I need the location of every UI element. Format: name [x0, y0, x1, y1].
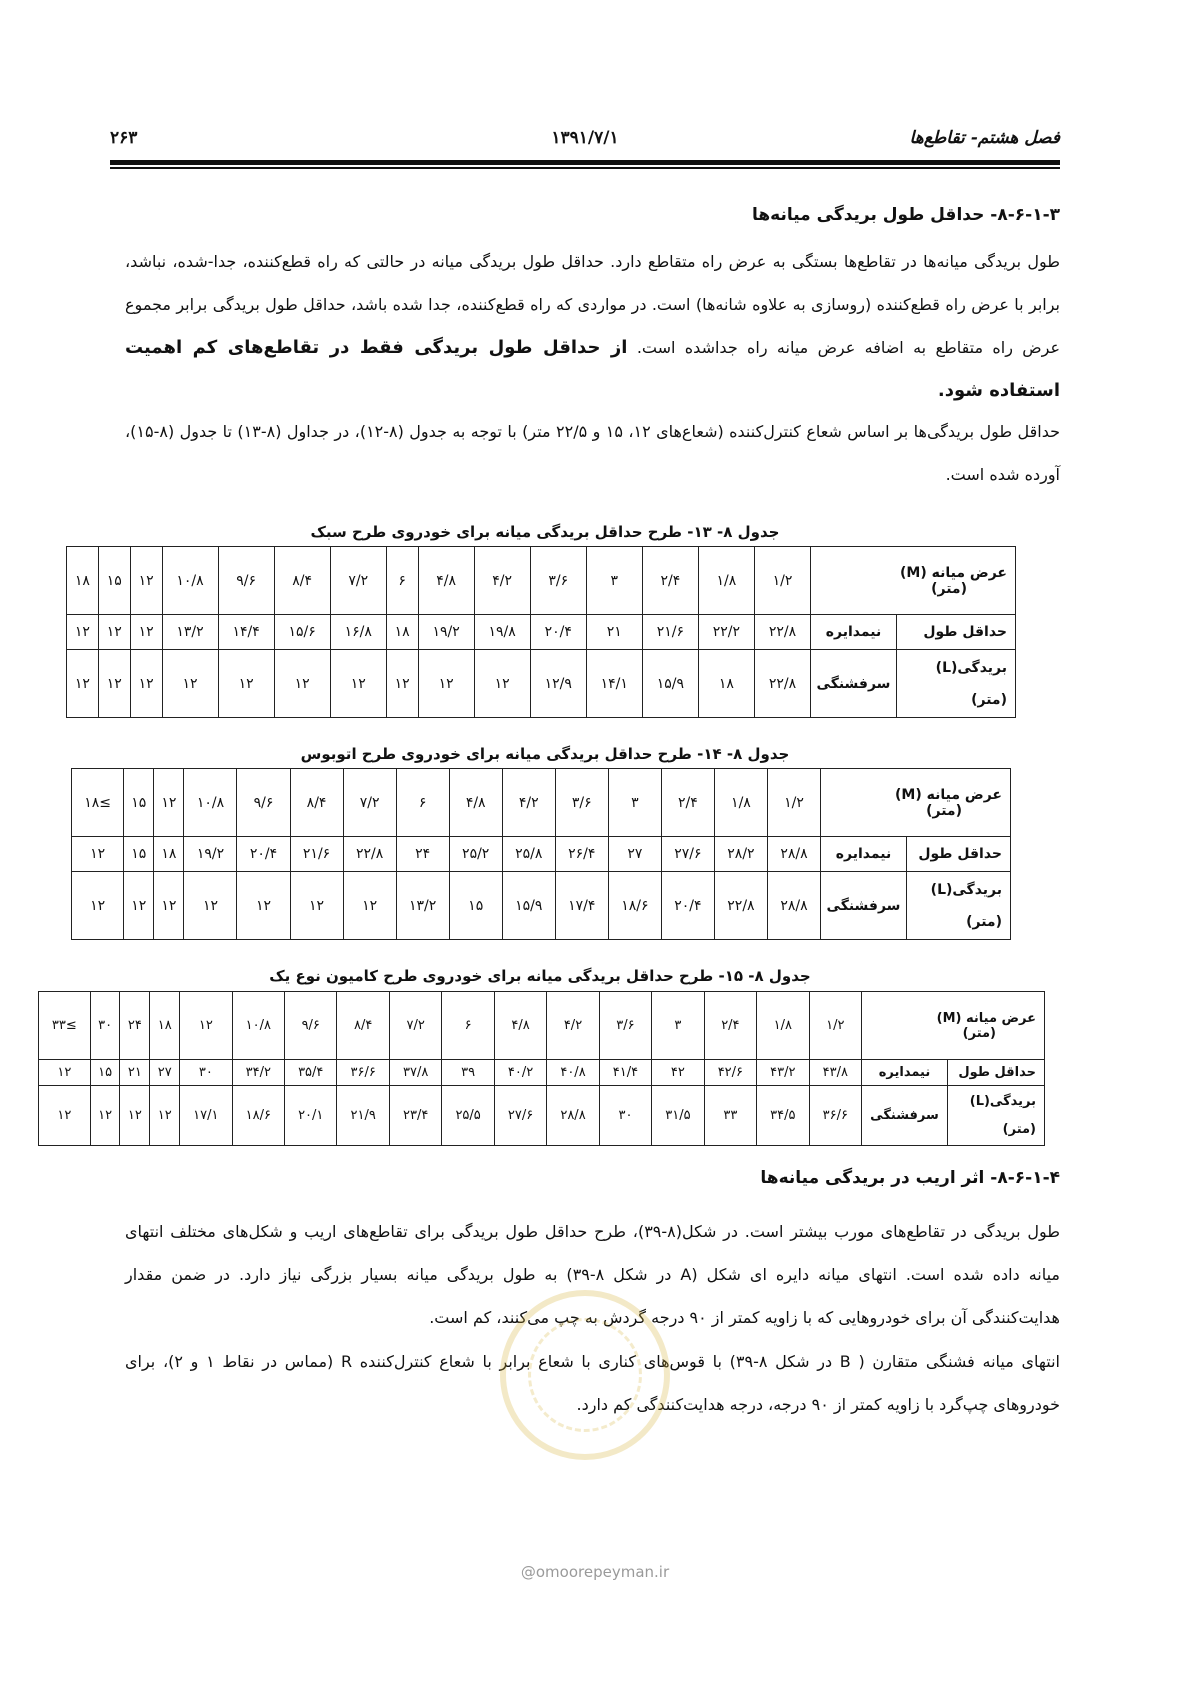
table2-semicircle-cell: ۲۸/۸: [767, 837, 820, 872]
table2-bullet-cell: ۲۸/۸: [767, 872, 820, 940]
min-length-label: حداقل طول: [907, 837, 1011, 872]
min-length-label: حداقل طول: [897, 615, 1016, 650]
table2-semicircle-cell: ۲۵/۲: [449, 837, 502, 872]
table2-semicircle-cell: ۲۲/۸: [343, 837, 396, 872]
table2-bullet-cell: ۱۲: [124, 872, 154, 940]
table1-bullet-cell: ۱۲: [67, 650, 99, 718]
watermark-site: @omoorepeyman.ir: [520, 1563, 670, 1581]
table2-bullet-cell: ۱۲: [184, 872, 237, 940]
table1-semicircle-cell: ۱۲: [67, 615, 99, 650]
table3-widths-cell: ۳: [652, 992, 704, 1060]
table3-widths-cell: ۸/۴: [337, 992, 389, 1060]
table2-widths-cell: ۲/۴: [661, 769, 714, 837]
table1-bullet-cell: ۱۲: [418, 650, 474, 718]
table3-semicircle-cell: ۴۰/۲: [494, 1060, 546, 1086]
table3-bullet-cell: ۳۰: [599, 1086, 651, 1146]
section-heading-2: ۸-۶-۱-۴- اثر اریب در بریدگی میانه‌ها: [760, 1168, 1060, 1188]
section1-paragraph-2: حداقل طول بریدگی‌ها بر اساس شعاع کنترل‌کننده (شعاع‌های ۱۲، ۱۵ و ۲۲/۵ متر) با توجه به جدول (۸-۱۲)، در جداول (۸-۱۳) تا جدول (۸-۱۵)، آورده شده است.: [125, 422, 1061, 484]
table3-widths-cell: ۱/۸: [757, 992, 809, 1060]
table2-semicircle-cell: ۲۴: [396, 837, 449, 872]
table2-bullet-cell: ۲۰/۴: [661, 872, 714, 940]
table3-widths-cell: ۱۰/۸: [232, 992, 284, 1060]
table1-semicircle-cell: ۱۶/۸: [330, 615, 386, 650]
width-label-cell: [821, 769, 1011, 837]
table3-widths-cell: ۶: [442, 992, 494, 1060]
width-unit: (متر): [931, 580, 967, 597]
table3-widths-cell: ۱/۲: [809, 992, 861, 1060]
table1-widths-cell: ۱۵: [98, 547, 130, 615]
table1-row-width: [67, 547, 1016, 615]
table2-semicircle-cell: ۱۵: [124, 837, 154, 872]
table1-widths-cell: ۴/۸: [418, 547, 474, 615]
table3-semicircle-cell: ۴۳/۲: [757, 1060, 809, 1086]
table3-semicircle-cell: ۴۱/۴: [599, 1060, 651, 1086]
table1-semicircle-cell: ۱۵/۶: [274, 615, 330, 650]
table3-bullet-cell: ۲۵/۵: [442, 1086, 494, 1146]
page-header: [110, 128, 1060, 152]
header-date: ۱۳۹۱/۷/۱: [551, 128, 619, 148]
table3-semicircle-cell: ۳۷/۸: [389, 1060, 441, 1086]
length-unit-label: [897, 650, 1016, 718]
table3-bullet-cell: ۲۰/۱: [285, 1086, 337, 1146]
header-rule-thin: [110, 167, 1060, 169]
table1-semicircle-cell: ۲۱/۶: [642, 615, 698, 650]
table1-widths-cell: ۱۸: [67, 547, 99, 615]
table3-semicircle-cell: ۴۲/۶: [704, 1060, 756, 1086]
table3-semicircle-cell: ۳۵/۴: [285, 1060, 337, 1086]
table1-widths-cell: ۱/۲: [754, 547, 810, 615]
page-number: ۲۶۳: [110, 128, 138, 148]
table2-bullet-cell: ۱۳/۲: [396, 872, 449, 940]
width-label: عرض میانه (M): [900, 564, 1007, 581]
cut-length-label: بریدگی(L): [930, 881, 1002, 898]
width-label: عرض میانه (M): [936, 1010, 1036, 1026]
table3-row-semicircle: [39, 1060, 1045, 1086]
table1-bullet-cell: ۱۵/۹: [642, 650, 698, 718]
table2-widths-cell: ۱۵: [124, 769, 154, 837]
table2-widths-cell: ۳/۶: [555, 769, 608, 837]
table1-row-bullet: [67, 650, 1016, 718]
table3-row-bullet: [39, 1086, 1045, 1146]
length-unit-label: [907, 872, 1011, 940]
table1-bullet-cell: ۱۲/۹: [530, 650, 586, 718]
table2-semicircle-cell: ۲۱/۶: [290, 837, 343, 872]
table2-bullet-cell: ۱۵/۹: [502, 872, 555, 940]
table3-widths-cell: ۳۰: [90, 992, 120, 1060]
table1-bullet-cell: ۱۲: [330, 650, 386, 718]
unit-label: (متر): [966, 913, 1002, 930]
section2-paragraph-1: طول بریدگی در تقاطع‌های مورب بیشتر است. در شکل(۸-۳۹)، طرح حداقل طول بریدگی برای تقاطع‌های اریب و شکل‌های مختلف انتهای میانه داده شده است. انتهای میانه دایره ای شکل (A در شکل ۸-۳۹) به طول بریدگی میانه بسیار بزرگی نیاز دارد. در ضمن مقدار هدایت‌کنندگی آن برای خودروهایی که با زاویه کمتر از ۹۰ درجه گردش به چپ می‌کنند، کم است.: [125, 1222, 1061, 1327]
table2-row-semicircle: [72, 837, 1011, 872]
table3-caption: جدول ۸- ۱۵- طرح حداقل بریدگی میانه برای خودروی طرح کامیون نوع یک: [269, 967, 811, 985]
table1-semicircle-cell: ۱۴/۴: [218, 615, 274, 650]
min-length-label: حداقل طول: [948, 1060, 1045, 1086]
table1-semicircle-cell: ۱۹/۲: [418, 615, 474, 650]
table2-semicircle-cell: ۲۰/۴: [237, 837, 290, 872]
table1-widths-cell: ۳/۶: [530, 547, 586, 615]
table1-bullet-cell: ۱۲: [98, 650, 130, 718]
table2-caption: جدول ۸- ۱۴- طرح حداقل بریدگی میانه برای خودروی طرح اتوبوس: [300, 745, 790, 763]
table1-semicircle-cell: ۲۲/۸: [754, 615, 810, 650]
table3-widths-cell: ۹/۶: [285, 992, 337, 1060]
table2-row-width: [72, 769, 1011, 837]
table3-semicircle-cell: ۴۳/۸: [809, 1060, 861, 1086]
table2-bullet-cell: ۱۲: [343, 872, 396, 940]
table3-widths-cell: ۷/۲: [389, 992, 441, 1060]
table2-bullet-cell: ۱۸/۶: [608, 872, 661, 940]
table3-bullet-cell: ۳۶/۶: [809, 1086, 861, 1146]
table3: [38, 991, 1045, 1146]
section1-paragraph-1-text: طول بریدگی میانه‌ها در تقاطع‌ها بستگی به عرض راه متقاطع دارد. حداقل طول بریدگی میانه در حالتی که راه قطع‌کننده، جدا-شده، نباشد، برابر با عرض راه قطع‌کننده (روسازی به علاوه شانه‌ها) است. در مواردی که راه قطع‌کننده، جدا شده باشد، حداقل طول بریدگی برابر مجموع عرض راه متقاطع به اضافه عرض میانه راه جداشده است.: [125, 252, 1061, 357]
width-label: عرض میانه (M): [895, 786, 1002, 803]
semicircle-label: نیمدایره: [821, 837, 907, 872]
section-heading-1: ۸-۶-۱-۳- حداقل طول بریدگی میانه‌ها: [752, 205, 1060, 225]
unit-label: (متر): [1002, 1121, 1036, 1137]
table3-bullet-cell: ۲۸/۸: [547, 1086, 599, 1146]
table2-widths-cell: ۱۲: [154, 769, 184, 837]
chapter-title: فصل هشتم- تقاطع‌ها: [909, 128, 1060, 148]
table1-row-semicircle: [67, 615, 1016, 650]
table1-bullet-cell: ۱۲: [386, 650, 418, 718]
table1-semicircle-cell: ۱۲: [130, 615, 162, 650]
table2-widths-cell: ≥۱۸: [72, 769, 124, 837]
table3-bullet-cell: ۳۳: [704, 1086, 756, 1146]
cut-length-label: بریدگی(L): [969, 1093, 1036, 1109]
watermark-seal-icon: [500, 1290, 670, 1460]
table3-widths-cell: ≥۳۳: [39, 992, 91, 1060]
table3-row-width: [39, 992, 1045, 1060]
bullet-label: سرفشنگی: [821, 872, 907, 940]
table2-widths-cell: ۱/۲: [767, 769, 820, 837]
table1-widths-cell: ۷/۲: [330, 547, 386, 615]
table3-bullet-cell: ۱۷/۱: [180, 1086, 232, 1146]
bullet-label: سرفشنگی: [811, 650, 897, 718]
table2: [71, 768, 1011, 940]
table3-semicircle-cell: ۳۶/۶: [337, 1060, 389, 1086]
table2-widths-cell: ۴/۲: [502, 769, 555, 837]
table3-widths-cell: ۲/۴: [704, 992, 756, 1060]
section1-paragraph-1: [125, 240, 1060, 412]
table2-bullet-cell: ۱۲: [290, 872, 343, 940]
table2-bullet-cell: ۱۷/۴: [555, 872, 608, 940]
unit-label: (متر): [971, 691, 1007, 708]
table1-widths-cell: ۸/۴: [274, 547, 330, 615]
table3-bullet-cell: ۲۷/۶: [494, 1086, 546, 1146]
width-unit: (متر): [926, 802, 962, 819]
table3-widths-cell: ۴/۲: [547, 992, 599, 1060]
table1-widths-cell: ۶: [386, 547, 418, 615]
table3-bullet-cell: ۱۲: [90, 1086, 120, 1146]
width-unit: (متر): [962, 1025, 996, 1041]
table3-bullet-cell: ۳۴/۵: [757, 1086, 809, 1146]
table1-widths-cell: ۱/۸: [698, 547, 754, 615]
cut-length-label: بریدگی(L): [935, 659, 1007, 676]
table1-widths-cell: ۱۲: [130, 547, 162, 615]
table3-widths-cell: ۲۴: [120, 992, 150, 1060]
table2-widths-cell: ۷/۲: [343, 769, 396, 837]
table2-widths-cell: ۹/۶: [237, 769, 290, 837]
table1-bullet-cell: ۱۲: [274, 650, 330, 718]
table3-bullet-cell: ۳۱/۵: [652, 1086, 704, 1146]
table2-bullet-cell: ۱۲: [154, 872, 184, 940]
section2-paragraph-2: انتهای میانه فشنگی متقارن ( B در شکل ۸-۳۹) با قوس‌های کناری با شعاع برابر با شعاع کنترل‌کننده R (مماس در نقاط ۱ و ۲)، برای خودروهای چپ‌گرد با زاویه کمتر از ۹۰ درجه، درجه هدایت‌کنندگی کم دارد.: [125, 1352, 1061, 1414]
table2-semicircle-cell: ۱۲: [72, 837, 124, 872]
width-label-cell: [862, 992, 1045, 1060]
semicircle-label: نیمدایره: [811, 615, 897, 650]
table3-semicircle-cell: ۳۰: [180, 1060, 232, 1086]
table2-semicircle-cell: ۲۸/۲: [714, 837, 767, 872]
table1-bullet-cell: ۱۲: [162, 650, 218, 718]
table1-semicircle-cell: ۱۲: [98, 615, 130, 650]
table1-widths-cell: ۱۰/۸: [162, 547, 218, 615]
table2-bullet-cell: ۱۲: [237, 872, 290, 940]
table1-bullet-cell: ۲۲/۸: [754, 650, 810, 718]
table2-bullet-cell: ۱۲: [72, 872, 124, 940]
table2-row-bullet: [72, 872, 1011, 940]
table2-bullet-cell: ۲۲/۸: [714, 872, 767, 940]
table1-semicircle-cell: ۲۰/۴: [530, 615, 586, 650]
table3-semicircle-cell: ۴۲: [652, 1060, 704, 1086]
table1-bullet-cell: ۱۲: [130, 650, 162, 718]
table3-semicircle-cell: ۱۵: [90, 1060, 120, 1086]
table3-bullet-cell: ۱۲: [150, 1086, 180, 1146]
bullet-label: سرفشنگی: [862, 1086, 948, 1146]
table3-bullet-cell: ۲۳/۴: [389, 1086, 441, 1146]
table1-semicircle-cell: ۱۳/۲: [162, 615, 218, 650]
table3-widths-cell: ۴/۸: [494, 992, 546, 1060]
width-label-cell: [811, 547, 1016, 615]
table1-semicircle-cell: ۲۱: [586, 615, 642, 650]
section1-paragraph-1-bold: از حداقل طول بریدگی فقط در تقاطع‌های کم اهمیت استفاده شود.: [125, 337, 1060, 401]
header-rule-thick: [110, 160, 1060, 165]
table2-bullet-cell: ۱۵: [449, 872, 502, 940]
table3-widths-cell: ۳/۶: [599, 992, 651, 1060]
table3-widths-cell: ۱۸: [150, 992, 180, 1060]
table1-widths-cell: ۹/۶: [218, 547, 274, 615]
table2-semicircle-cell: ۲۵/۸: [502, 837, 555, 872]
table2-semicircle-cell: ۲۶/۴: [555, 837, 608, 872]
table1-semicircle-cell: ۱۹/۸: [474, 615, 530, 650]
table1-semicircle-cell: ۱۸: [386, 615, 418, 650]
table2-widths-cell: ۴/۸: [449, 769, 502, 837]
table3-semicircle-cell: ۳۹: [442, 1060, 494, 1086]
table3-semicircle-cell: ۴۰/۸: [547, 1060, 599, 1086]
table2-widths-cell: ۱/۸: [714, 769, 767, 837]
table3-bullet-cell: ۱۲: [120, 1086, 150, 1146]
table1-widths-cell: ۲/۴: [642, 547, 698, 615]
table3-semicircle-cell: ۲۱: [120, 1060, 150, 1086]
table3-bullet-cell: ۲۱/۹: [337, 1086, 389, 1146]
table1-bullet-cell: ۱۸: [698, 650, 754, 718]
table1-bullet-cell: ۱۲: [218, 650, 274, 718]
table3-semicircle-cell: ۱۲: [39, 1060, 91, 1086]
table2-semicircle-cell: ۲۷/۶: [661, 837, 714, 872]
table2-semicircle-cell: ۱۸: [154, 837, 184, 872]
semicircle-label: نیمدایره: [862, 1060, 948, 1086]
table1-bullet-cell: ۱۲: [474, 650, 530, 718]
table2-widths-cell: ۸/۴: [290, 769, 343, 837]
table1-caption: جدول ۸- ۱۳- طرح حداقل بریدگی میانه برای خودروی طرح سبک: [310, 523, 780, 541]
table2-widths-cell: ۳: [608, 769, 661, 837]
table3-widths-cell: ۱۲: [180, 992, 232, 1060]
table3-semicircle-cell: ۲۷: [150, 1060, 180, 1086]
table2-semicircle-cell: ۱۹/۲: [184, 837, 237, 872]
table1-widths-cell: ۳: [586, 547, 642, 615]
table3-bullet-cell: ۱۸/۶: [232, 1086, 284, 1146]
table1-semicircle-cell: ۲۲/۲: [698, 615, 754, 650]
table2-widths-cell: ۱۰/۸: [184, 769, 237, 837]
table1-widths-cell: ۴/۲: [474, 547, 530, 615]
table3-semicircle-cell: ۳۴/۲: [232, 1060, 284, 1086]
table2-widths-cell: ۶: [396, 769, 449, 837]
length-unit-label: [948, 1086, 1045, 1146]
table3-bullet-cell: ۱۲: [39, 1086, 91, 1146]
table1: [66, 546, 1016, 718]
table1-bullet-cell: ۱۴/۱: [586, 650, 642, 718]
table2-semicircle-cell: ۲۷: [608, 837, 661, 872]
